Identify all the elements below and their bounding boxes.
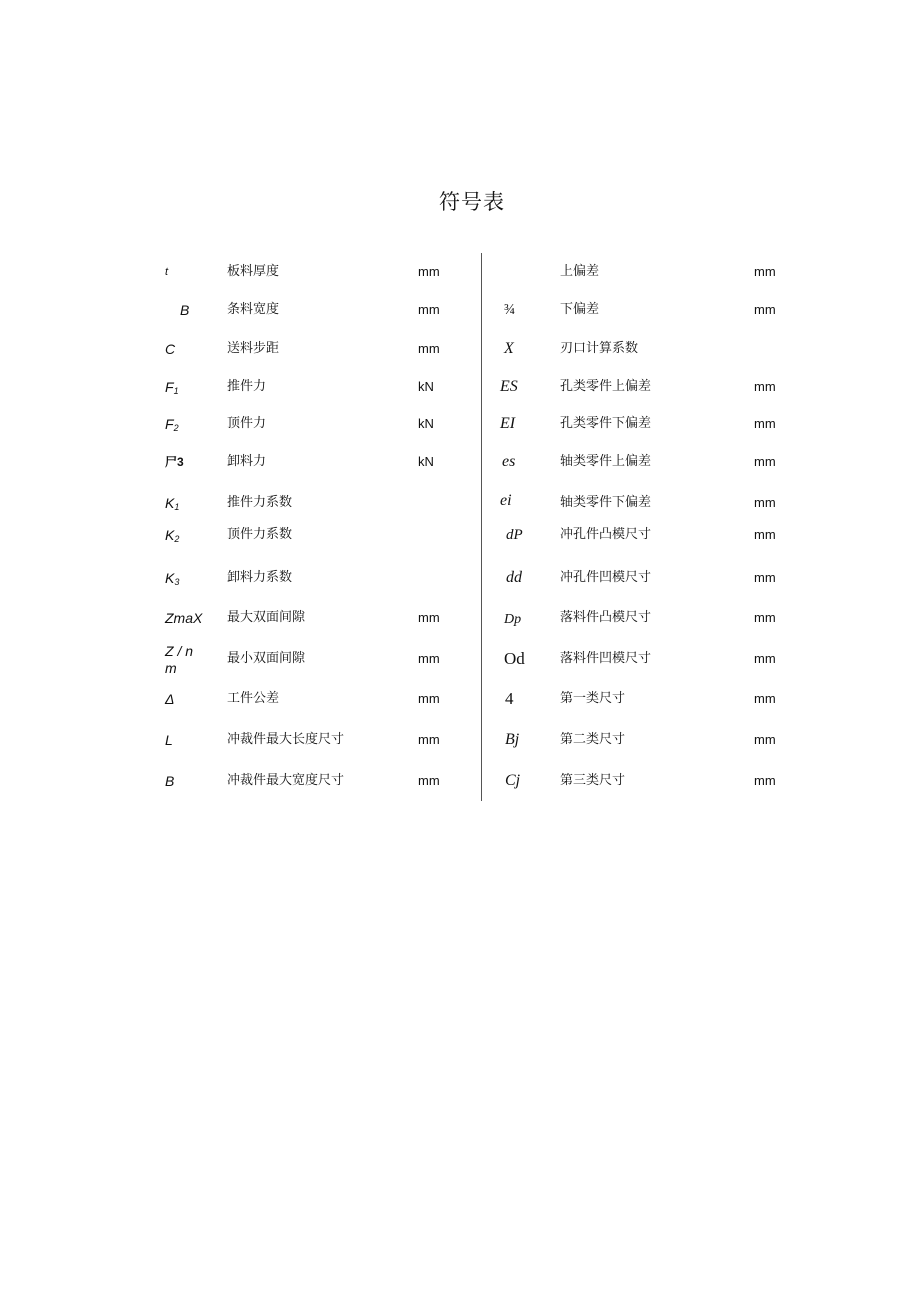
symbol-description: 第一类尺寸 <box>560 691 626 706</box>
symbol: dP <box>506 527 523 543</box>
symbol-unit: kN <box>418 379 434 394</box>
symbol-unit: mm <box>418 651 440 666</box>
symbol: L <box>165 732 173 748</box>
symbol-description: 最小双面间隙 <box>227 651 306 666</box>
symbol-description: 孔类零件下偏差 <box>560 416 652 431</box>
symbol-description: 最大双面间隙 <box>227 610 306 625</box>
symbol: $K_1$ <box>165 495 180 512</box>
symbol-description: 卸料力 <box>227 454 267 469</box>
symbol-description: 送料步距 <box>227 341 280 356</box>
symbol-unit: mm <box>418 610 440 625</box>
column-divider <box>481 253 482 801</box>
symbol-description: 第二类尺寸 <box>560 732 626 747</box>
symbol-description: 推件力系数 <box>227 495 293 510</box>
symbol-description: 推件力 <box>227 379 267 394</box>
symbol: $F_2$ <box>165 416 179 433</box>
symbol-unit: mm <box>754 691 776 706</box>
symbol-description: 顶件力 <box>227 416 267 431</box>
symbol-unit: mm <box>754 454 776 469</box>
symbol-description: 下偏差 <box>560 302 600 317</box>
symbol-description: 条料宽度 <box>227 302 280 317</box>
symbol-description: 板料厚度 <box>227 264 280 279</box>
symbol-description: 轴类零件上偏差 <box>560 454 652 469</box>
symbol: Od <box>504 649 525 668</box>
symbol-unit: mm <box>754 379 776 394</box>
symbol-unit: mm <box>754 610 776 625</box>
symbol: Bj <box>505 731 520 748</box>
symbol: 4 <box>505 689 514 708</box>
symbol-description: 上偏差 <box>560 264 600 279</box>
symbol-unit: kN <box>418 454 434 469</box>
symbol-unit: mm <box>418 341 440 356</box>
symbol: ei <box>500 492 512 509</box>
symbol-unit: mm <box>418 732 440 747</box>
symbol-unit: mm <box>754 651 776 666</box>
symbol-description: 落料件凸模尺寸 <box>560 610 652 625</box>
symbol: C <box>165 341 176 357</box>
symbol: ZmaX <box>165 610 203 626</box>
symbol-unit: mm <box>754 495 776 510</box>
symbol-description: 落料件凹模尺寸 <box>560 651 652 666</box>
symbol: $K_3$ <box>165 570 180 587</box>
symbol-description: 工件公差 <box>227 691 280 706</box>
symbol: X <box>504 340 514 357</box>
symbol-description: 冲裁件最大宽度尺寸 <box>227 773 345 788</box>
symbol-unit: mm <box>418 264 440 279</box>
symbol: ES <box>500 378 518 395</box>
symbol: $K_2$ <box>165 527 180 544</box>
symbol: 尸3 <box>165 455 184 469</box>
symbol-unit: mm <box>418 773 440 788</box>
symbol: dd <box>506 569 522 586</box>
symbol-unit: mm <box>418 302 440 317</box>
symbol-unit: mm <box>754 732 776 747</box>
symbol-unit: mm <box>754 416 776 431</box>
symbol: Cj <box>505 772 521 789</box>
symbol-description: 第三类尺寸 <box>560 773 626 788</box>
symbol: es <box>502 453 516 470</box>
symbol-unit: mm <box>418 691 440 706</box>
symbol-description: 轴类零件下偏差 <box>560 495 652 510</box>
symbol-description: 冲孔件凹模尺寸 <box>560 570 652 585</box>
symbol-description: 卸料力系数 <box>227 570 293 585</box>
symbol: B <box>180 302 190 318</box>
symbol-unit: mm <box>754 302 776 317</box>
symbol: Z / n m <box>165 643 194 676</box>
symbol-description: 孔类零件上偏差 <box>560 379 652 394</box>
symbol: B <box>165 773 175 789</box>
symbol: Dp <box>504 612 522 627</box>
symbol-unit: mm <box>754 527 776 542</box>
symbol: t <box>165 266 169 278</box>
symbol: ¾ <box>504 302 516 318</box>
symbol-unit: kN <box>418 416 434 431</box>
symbol-description: 刃口计算系数 <box>560 341 639 356</box>
symbol-description: 顶件力系数 <box>227 527 293 542</box>
symbol-description: 冲裁件最大长度尺寸 <box>227 732 345 747</box>
symbol-unit: mm <box>754 570 776 585</box>
symbol-unit: mm <box>754 773 776 788</box>
symbol: EI <box>500 415 516 432</box>
symbol-description: 冲孔件凸模尺寸 <box>560 527 652 542</box>
symbol-unit: mm <box>754 264 776 279</box>
page-title: 符号表 <box>439 190 505 214</box>
symbol: Δ <box>165 691 175 707</box>
symbol: $F_1$ <box>165 379 179 396</box>
